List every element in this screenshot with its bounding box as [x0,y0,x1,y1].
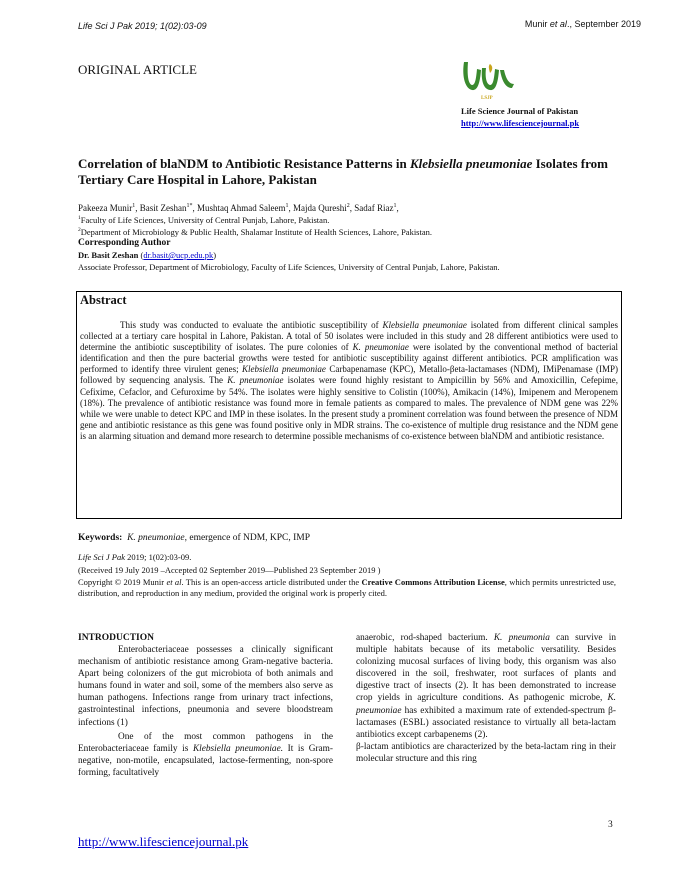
copyright-notice: Copyright © 2019 Munir et al. This is an open-access article distributed under the Creative Commons Attribution License, which permits unrestricted use, distribution, and reproduction in any medium, provided the original work is properly cited. [78,577,616,598]
left-column [78,632,333,779]
journal-url-link[interactable]: http://www.lifesciencejournal.pk [461,118,580,128]
corresponding-email-link[interactable]: dr.basit@ucp.edu.pk [143,250,214,260]
keywords: Keywords: K. pneumoniae, emergence of NDM, KPC, IMP [78,533,311,543]
affiliation-2: $^2$Department of Microbiology & Public Health, Shalamar Institute of Health Sciences, Lahore, Pakistan. [78,226,432,237]
running-header-author-date: Munir et al., September 2019 [524,19,641,29]
corresponding-position: Associate Professor, Department of Microbiology, Faculty of Life Sciences, University of Central Punjab, Lahore, Pakistan. [78,262,500,272]
citation-line: Life Sci J Pak 2019; 1(02):03-09. [78,552,192,562]
intro-paragraph-1: Enterobacteriaceae possesses a clinically significant mechanism of antibiotic resistance among Gram-negative bacteria. Apart being colonizers of the gut microbiota of both animals and humans found in water and soil, some of the members also serve as human pathogens. Infections range from urinary tract infections, gastrointestinal infections, pneumonia and severe bloodstream infections (1) [78,645,333,728]
abstract-heading: Abstract [80,293,127,307]
article-type: ORIGINAL ARTICLE [78,62,197,77]
author-list: Pakeeza Munir$^1$, Basit Zeshan$^{1*}$, Mushtaq Ahmad Saleem$^1$, Majda Qureshi$^2$, Sadaf Riaz$^1$, [78,203,399,213]
intro-paragraph-2: One of the most common pathogens in the Enterobacteriaceae family is Klebsiella pneumoniae. It is Gram-negative, non-motile, encapsulated, lactose-fermenting, non-spore forming, facultatively [78,731,333,778]
introduction-heading: INTRODUCTION [78,633,155,643]
abstract-text: This study was conducted to evaluate the antibiotic susceptibility of Klebsiella pneumoniae isolated from different clinical samples collected at a tertiary care hospital in Lahore, Pakistan. A total of 50 isolates were included in this study and 28 different antibiotics were used to determine the antibiotic susceptibility of isolates. The pure colonies of K. pneumoniae were isolated by the conventional method of bacterial identification and then the pure bacterial growths were tested for antibiotic susceptibility against different antibiotics. PCR amplification was performed to identify three virulent genes; Klebsiella pneumoniae Carbapenamase (KPC), Metallo-βeta-lactamases (NDM), IMiPenamase (IMP) followed by sequencing analysis. The K. pneumoniae isolates were found highly resistant to Ampicillin by 56% and Amoxicillin, Cefepime, Cefixime, Cefaclor, and Cefuroxime by 54%. The isolates were highly sensitive to Colistin (100%), Amikacin (14%), Imipenem and Meropenem (18%). The prevalence of antibiotic resistance was found more in female patients as compared to males. The prevalence of NDM gene was 22% while we were unable to detect KPC and IMP in these isolates. In the present study a prominent correlation was found between the presence of NDM gene and antibiotic resistance as this gene was found positive only in MDR strains. The co-existence of multiple drug resistance and the NDM gene is an alarming situation and demand more research to determine possible mechanisms of co-existence between blaNDM and antibiotic resistance. [80,320,619,441]
article-title: Correlation of blaNDM to Antibiotic Resistance Patterns in Klebsiella pneumoniae Isolates from Tertiary Care Hospital in Lahore, Pakistan [78,156,608,187]
running-header-citation: Life Sci J Pak 2019; 1(02):03-09 [78,21,207,31]
received-dates: (Received 19 July 2019 –Accepted 02 September 2019—Published 23 September 2019 ) [78,565,381,575]
corresponding-heading: Corresponding Author [78,238,171,248]
affiliation-1: $^1$Faculty of Life Sciences, University of Central Punjab, Lahore, Pakistan. [78,214,330,225]
corresponding-contact: Dr. Basit Zeshan (dr.basit@ucp.edu.pk) [78,250,217,260]
right-column [356,632,616,765]
journal-name: Life Science Journal of Pakistan [461,106,579,116]
intro-paragraph-4: β-lactam antibiotics are characterized by the beta-lactam ring in their molecular structure and this ring [356,741,616,764]
abstract-box [76,291,622,519]
logo-caption: LSJP [481,96,493,101]
footer-url-link[interactable]: http://www.lifesciencejournal.pk [78,834,249,849]
intro-paragraph-3: anaerobic, rod-shaped bacterium. K. pneumonia can survive in multiple habitats because of its metabolic versatility. Besides colonizing mucosal surfaces of living body, this organism was also discovered in the soil, freshwater, root surfaces of plants and digestive tract of insects (2). It has been demonstrated to increase crop yields in agriculture conditions. As pathogenic microbe, K. pneumoniae has exhibited a maximum rate of extended-spectrum β-lactamases (ESBL) associated resistance to virtually all beta-lactam antibiotics except carbapenems (2). [356,633,616,740]
page-number: 3 [608,820,613,830]
